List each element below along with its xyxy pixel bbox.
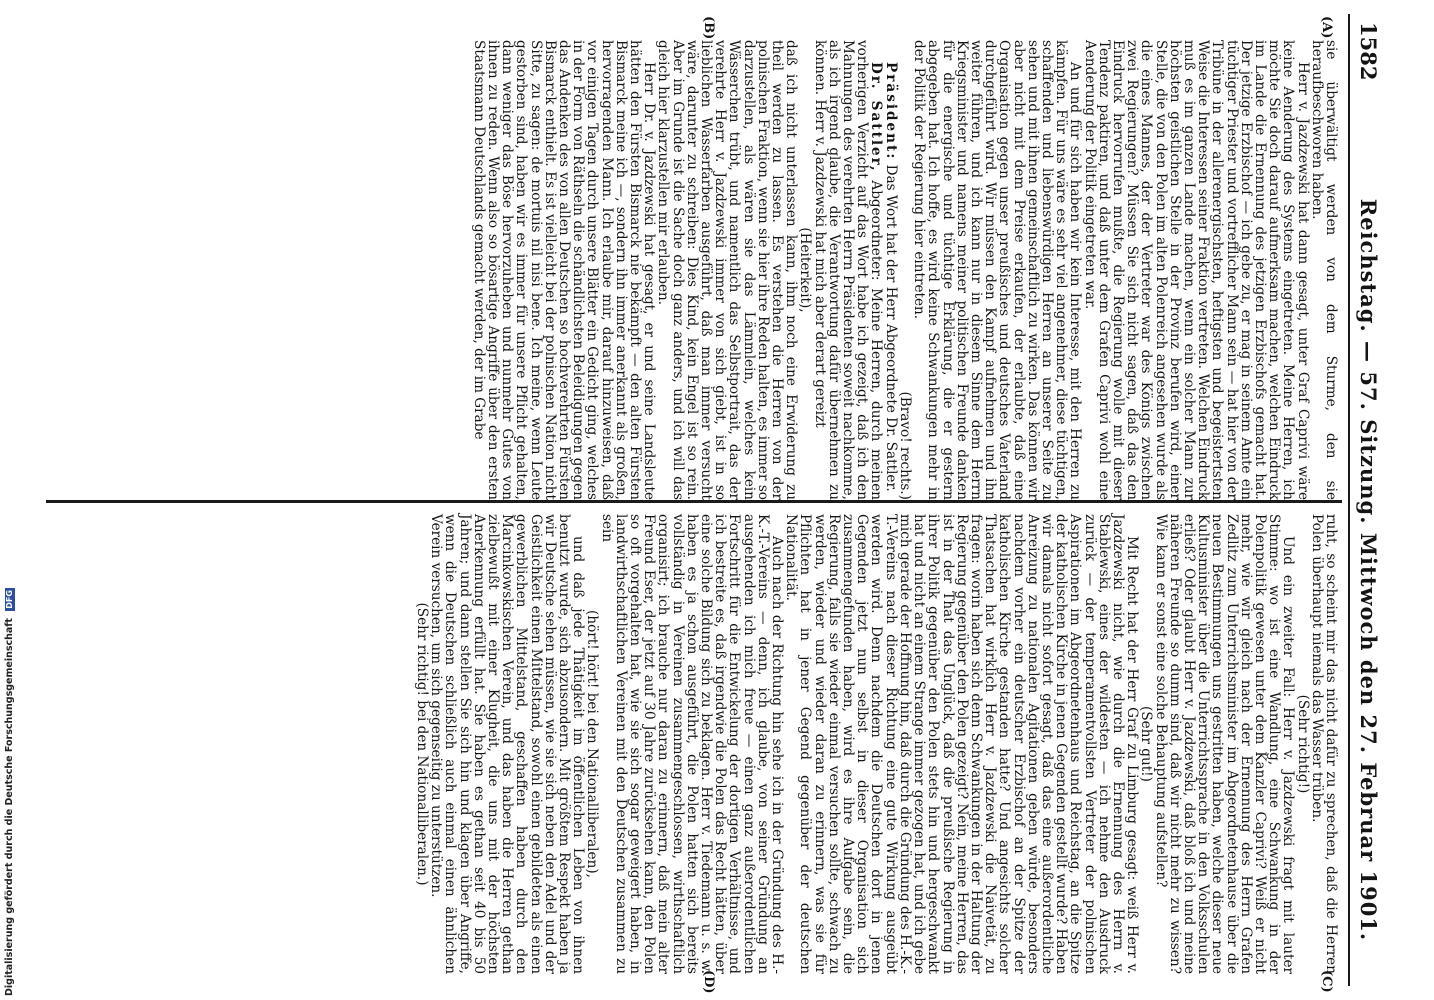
speaker-label: Dr. Sattler, [868,62,885,173]
margin-marker-d: (D) [701,970,716,994]
text-column-right [46,514,1338,974]
paragraph: Präsident: Das Wort hat der Herr Abgeordnete Dr. Sattler. [882,62,899,492]
running-title: Reichstag. — 57. Sitzung. Mittwoch den 27. Februar 1901. [1356,198,1381,942]
credit-text: Digitalisierung gefördert durch die Deutsche Forschungsgemeinschaft [4,618,15,996]
paragraph: (Sehr richtig!) [1294,694,1311,794]
paragraph: Auch nach der Richtung hin sehe ich in der Gründung des H.-K.-T.-Vereins — denn, ich glaube, von seiner Gründung an ausgehenden ich mich freue — einen ganz außerordentlichen Fortschritt für die Entwickelung der dortigen Verhältnisse, und ich bestreite es, daß irgendwie die Polen das Recht hätten, über eine solche Bildung sich zu beklagen. Herr v. Tiedemann u. s. w. haben es ja schon ausgeführt, die Polen hatten sich bereits vollständig in Vereinen zusammengeschlossen, wirthschaftlich organisirt; ich brauche nur daran zu erinnern, daß mein alter Freund Eser, der jetzt auf 30 Jahre zurücksehen kann, den Polen so oft vorgehalten hat, wie sie sich sogar geweigert haben, in landwirthschaftlichen Vereinen mit den Deutschen zusammen zu sein [598,514,786,974]
paragraph: ruht, so scheint mir das nicht dafür zu sprechen, daß die Herren Polen überhaupt niemals das Wasser trüben. [1308,514,1339,974]
margin-marker-a: (A) [1319,16,1334,39]
paragraph: (Bravo! rechts.) [896,391,913,500]
paragraph: Herr Dr. v. Jazdzewski hat gesagt, er und seine Landsleute hätten den Fürsten Bismarck nie bekämpft — den alten Fürsten Bismarck meine ich —, sondern ihn immer anerkannt als großen, hervorragenden Mann. Ich erlaube mir, darauf hinzuweisen, daß vor einigen Tagen durch unsere Blätter ein Gedicht ging, welches in der Form von Räthseln die schändlichsten Beleidigungen gegen das Andenken des von allen Deutschen so hochverehrten Fürsten Bismarck enthielt. Es ist vielleicht bei der polnischen Nation nicht Sitte, zu sagen: de mortuis nil nisi bene. Ich meine, wenn Leute gestorben sind, haben wir es immer für unsere Pflicht gehalten, dann weniger das Böse hervorzuheben und nunmehr Gutes von ihnen zu reden. Wenn also so bösartige Angriffe über den ersten Staatsmann Deutschlands gemacht werden, der im Grabe [470,40,658,500]
paragraph: sie überwältigt werden von dem Sturme, den sie heraufbeschworen haben. [1308,40,1339,500]
text-column-left [46,40,1338,500]
digitization-credit [4,588,15,996]
paragraph: Herr v. Jazdzewski hat dann gesagt, unter Graf Caprivi wäre keine Aenderung des Systems eingetreten. Meine Herren, ich möchte Sie doch darauf aufmerksam machen, welchen Eindruck im Lande die Ernennung des jetzigen Erzbischofs gemacht hat. Der jetzige Erzbischof — ich gebe zu, er mag in seinem Amte ein tüchtiger Priester und vortrefflicher Mann sein — hat hier von der Tribüne in der allerenergischsten, heftigsten und begeistertsten Weise die Interessen seiner Fraktion vertreten. Welchen Eindruck muß es im ganzen Lande machen, wenn ein solcher Mann zur höchsten geistlichen Stelle in der Provinz berufen wird, einer Stelle, die von den Polen im alten Polenreich angesehen wurde als die eines Mannes, der der Vertreter war des Königs zwischen zwei Regierungen? Müssen Sie sich nicht sagen, daß das den Eindruck hervorrufen mußte, die Regierung wolle mit dieser Tendenz paktiren, und daß unter dem Grafen Caprivi wohl eine Aenderung der Politik eingetreten war. [1081,40,1311,500]
paragraph: Und ein zweiter Fall: Herr v. Jazdzewski fragt mit lauter Stimme: wo ist eine Wandlung, eine Schwankung in der Polenpolitik gewesen unter dem Kanzler Caprivi? Weiß er nicht mehr, wie wir gleich nach der Ernennung des Herrn Grafen Zedlitz zum Unterrichtsminister im Abgeordnetenhause über die neuen Bestimmungen uns gestritten haben, welche dieser neue Kultusminister über die Unterrichtssprache in den Volksschulen erließ? Oder glaubt Herr v. Jazdzewski, daß bloß ich und meine näheren Freunde so dumm sind, daß wir nicht mehr zu wissen? Wie kann er sonst eine solche Behauptung aufstellen? [1152,514,1297,974]
page-number: 1582 [1356,22,1381,81]
paragraph: (hört! hört! bei den Nationalliberalen), [584,610,601,878]
dfg-logo: DFG [4,590,14,609]
paragraph: Dr. Sattler, Abgeordneter: Meine Herren, durch meinen vorherigen Verzicht auf das Wort habe ich gezeigt, daß ich den Mahnungen des verehrten Herrn Präsidenten soweit nachkomme, als ich irgend glaube, die Verantwortung dafür übernehmen zu können. Herr v. Jazdzewski hat mich aber derart gereizt [811,40,885,500]
paragraph: An und für sich haben wir kein Interesse, mit den Herren zu kämpfen. Für uns wäre es sehr viel angenehmer, diese tüchtigen, schaffenden und liebenswürdigen Herren an unserer Seite zu sehen und mit ihnen gemeinschaftlich zu wirken. Das können wir aber nicht mit dem Preise erkaufen, der erlaubte, daß eine Organisation gegen unser preußisches und deutsches Vaterland durchgeführt wird. Wir müssen den Kampf aufnehmen und ihn weiter führen, und ich kann nur in diesem Sinne dem Herrn Kriegsminister und namens meiner politischen Freunde danken für die energische und tüchtige Erklärung, die er gestern abgegeben hat. Ich hoffe, es wird keine Schwankungen mehr in der Politik der Regierung hier eintreten. [911,40,1084,500]
speaker-label: Präsident: [882,62,899,161]
paragraph: (Heiterkeit), [797,227,814,313]
margin-marker-c: (C) [1319,970,1334,993]
paragraph: Mit Recht hat der Herr Graf zu Limburg gesagt: weiß Herr v. Jazdzewski nicht, wie durch die Ernennung des Herrn v. Stablewski, eines der wildesten — ich nehme den Ausdruck zurück — der temperamentvollsten Vertreter der polnischen Aspirationen im Abgeordnetenhaus und Reichstag, an die Spitze der katholischen Kirche in jenen Gegenden gestellt wurde? Haben wir damals nicht sofort gesagt, daß das eine außerordentliche Anreizung zu nationalen Agitationen geben würde, besonders nachdem vorher ein deutscher Erzbischof an der Spitze der katholischen Kirche gestanden hatte? Und angesichts solcher Thatsachen hat wirklich Herr v. Jazdzewski die Naivetät, zu fragen: worin haben sich denn Schwankungen in der Haltung der Regierung gegenüber den Polen gezeigt? Nein, meine Herren, das ist in der That das Unglück, daß die preußische Regierung in ihrer Politik gegenüber den Polen stets hin und hergeschwankt hat und nicht an einem Strange immer gezogen hat, und ich gebe mich gerade der Hoffnung hin, daß durch die Gründung des H.-K.-T.-Vereins nach dieser Richtung eine gute Wirkung ausgeübt werden wird. Denn nachdem die Deutschen dort in jenen Gegenden jetzt nun selbst in dieser Organisation sich zusammengefunden haben, wird es ihre Aufgabe sein, die Regierung, falls sie wieder einmal versuchen sollte, schwach zu werden, wieder und wieder daran zu erinnern, was sie für Pflichten hat in jener Gegend gegenüber der deutschen Nationalität. [783,514,1141,974]
page-header [1348,14,1384,986]
paragraph: und daß jede Thätigkeit im öffentlichen Leben von ihnen benutzt wurde, sich abzusondern. Mit größtem Respekt haben ja wir Deutsche sehen müssen, wie sie sich neben den Adel und der Geistlichkeit einen Mittelstand, sowohl einen gebildeten als einen gewerblichen Mittelstand, geschaffen haben durch den Marcinkowskischen Verein, und das haben die Herren gethan zielbewußt mit einer Klugheit, die uns mit der höchsten Anerkennung erfüllt hat. Sie haben es gethan seit 40 bis 50 Jahren; und dann stellen Sie sich hin und klagen über Angriffe, wenn die Deutschen schließlich auch einmal einen ähnlichen Verein versuchen, um sich gegenseitig zu unterstützen. [428,514,587,974]
margin-marker-b: (B) [701,16,716,40]
paragraph: daß ich nicht unterlassen kann, ihm noch eine Erwiderung zu theil werden zu lassen. Es verstehen die Herren von der polnischen Fraktion, wenn sie hier ihre Reden halten, es immer so darzustellen, als wären sie das Lämmlein, welches kein Wässerchen trübt, und namentlich das Selbstportrait, das der verehrte Herr v. Jazdzewski immer von sich giebt, ist in so lieblichen Wasserfarben ausgeführt, daß man immer versucht wäre, darunter zu schreiben: Dies Kind, kein Engel ist so rein. Aber im Grunde ist die Sache doch ganz anders, und ich will das gleich hier klarzustellen mir erlauben. [655,40,800,500]
paragraph: (Sehr richtig! bei den Nationalliberalen.) [414,602,430,886]
column-divider [46,500,1342,503]
document-page [42,14,1384,994]
paragraph: (Sehr gut!) [1138,706,1155,782]
